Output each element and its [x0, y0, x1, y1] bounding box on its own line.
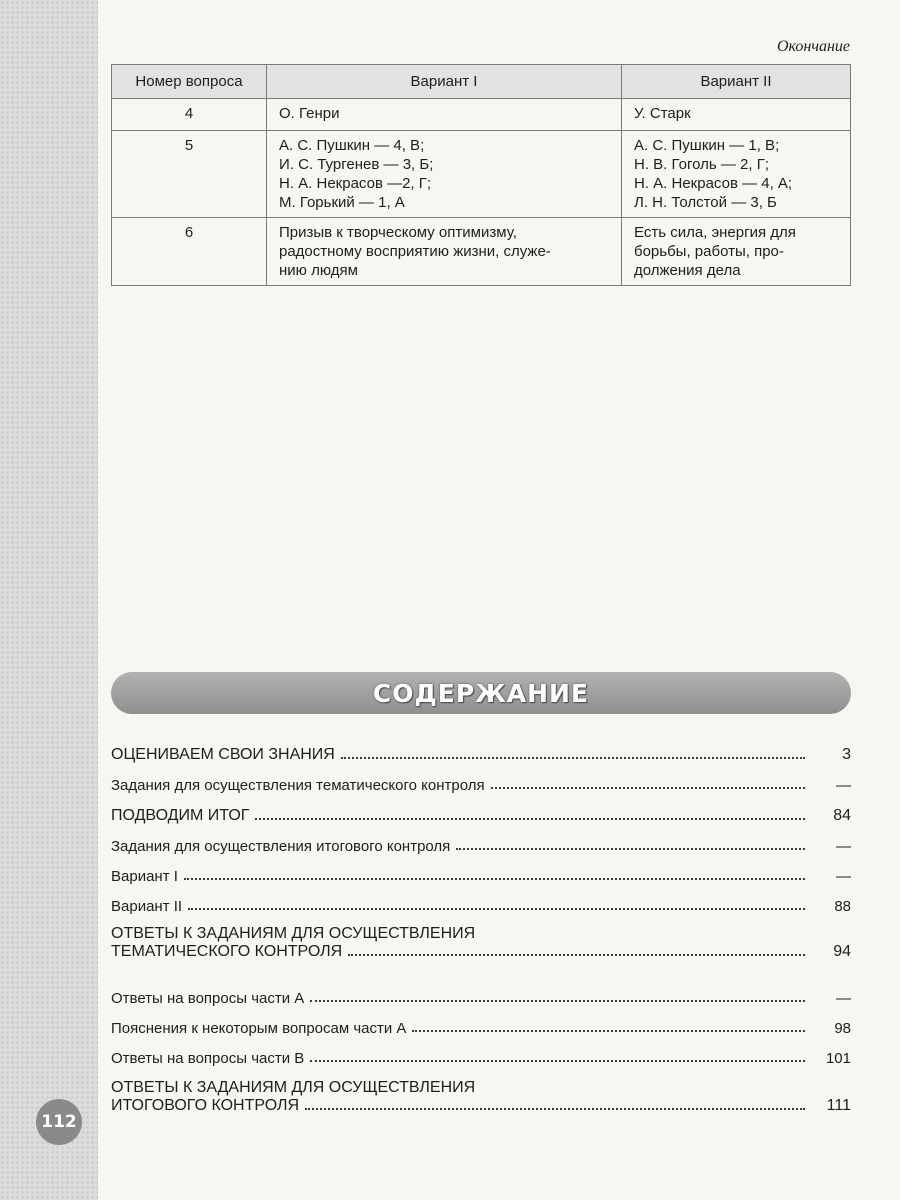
- toc-entry-page: 111: [826, 1097, 851, 1114]
- toc-entry-title-line1: ОТВЕТЫ К ЗАДАНИЯМ ДЛЯ ОСУЩЕСТВЛЕНИЯ: [111, 925, 476, 942]
- variant-1-answer: [267, 218, 622, 286]
- toc-entry-page: —: [836, 990, 851, 1007]
- toc-entry-title: ОЦЕНИВАЕМ СВОИ ЗНАНИЯ: [111, 746, 335, 763]
- toc-leader-dots: [255, 818, 805, 820]
- toc-entry[interactable]: [111, 855, 851, 885]
- answer-line: Есть сила, энергия для: [634, 224, 796, 241]
- contents-banner: [111, 672, 851, 714]
- page-number-badge: [36, 1099, 82, 1145]
- toc-entry-title: Пояснения к некоторым вопросам части А: [111, 1020, 407, 1037]
- toc-entry-page: 94: [833, 943, 851, 960]
- table-header-row: [112, 65, 851, 99]
- toc-entry-page: —: [836, 777, 851, 794]
- toc-entry-title: ПОДВОДИМ ИТОГ: [111, 807, 250, 824]
- toc-entry[interactable]: [111, 764, 851, 794]
- answer-line: нию людям: [279, 262, 358, 279]
- toc-leader-dots: [456, 848, 805, 850]
- toc-leader-dots: [412, 1030, 805, 1032]
- variant-2-answer: [622, 218, 851, 286]
- answer-line: радостному восприятию жизни, служе-: [279, 243, 551, 260]
- question-number: 5: [112, 131, 267, 218]
- answers-table: [111, 64, 851, 286]
- toc-entry[interactable]: [111, 885, 851, 915]
- toc-entry-page: —: [836, 868, 851, 885]
- answer-line: борьбы, работы, про-: [634, 243, 784, 260]
- answer-line: Н. А. Некрасов —2, Г;: [279, 175, 432, 192]
- toc-entry[interactable]: [111, 915, 851, 977]
- header-variant-1: Вариант I: [267, 65, 622, 99]
- toc-leader-dots: [341, 757, 805, 759]
- toc-entry-title-line2: ИТОГОВОГО КОНТРОЛЯ: [111, 1097, 300, 1114]
- question-number: 4: [112, 99, 267, 131]
- table-row: [112, 99, 851, 131]
- toc-entry-title: Вариант I: [111, 868, 178, 885]
- toc-leader-dots: [188, 908, 805, 910]
- answer-line: Н. А. Некрасов — 4, А;: [634, 175, 793, 192]
- answer-line: Призыв к творческому оптимизму,: [279, 224, 517, 241]
- toc-entry-title: Ответы на вопросы части А: [111, 990, 305, 1007]
- toc-entry[interactable]: [111, 1007, 851, 1037]
- toc-entry-page: —: [836, 838, 851, 855]
- page-number: 112: [41, 1112, 77, 1132]
- toc-entry-title: Вариант II: [111, 898, 183, 915]
- toc-leader-dots: [310, 1060, 805, 1062]
- table-of-contents: [111, 734, 851, 1129]
- toc-entry-page: 3: [842, 746, 851, 763]
- variant-2-answer: [622, 131, 851, 218]
- toc-entry-title: Задания для осуществления тематического контроля: [111, 777, 485, 794]
- variant-1-answer: [267, 99, 622, 131]
- toc-leader-dots: [348, 954, 805, 956]
- answer-line: А. С. Пушкин — 4, В;: [279, 137, 425, 154]
- toc-leader-dots: [491, 787, 805, 789]
- answer-line: Л. Н. Толстой — 3, Б: [634, 194, 777, 211]
- header-question-number: Номер вопроса: [112, 65, 267, 99]
- question-number: 6: [112, 218, 267, 286]
- toc-entry-page: 88: [834, 898, 851, 915]
- toc-leader-dots: [305, 1108, 805, 1110]
- toc-entry[interactable]: [111, 794, 851, 825]
- contents-title: СОДЕРЖАНИЕ: [372, 678, 590, 708]
- toc-entry-title: Задания для осуществления итогового контроля: [111, 838, 451, 855]
- answer-line: М. Горький — 1, А: [279, 194, 405, 211]
- answer-line: И. С. Тургенев — 3, Б;: [279, 156, 434, 173]
- toc-entry[interactable]: [111, 825, 851, 855]
- toc-entry[interactable]: [111, 977, 851, 1007]
- toc-entry-page: 84: [833, 807, 851, 824]
- toc-entry-page: 98: [834, 1020, 851, 1037]
- toc-entry-title: Ответы на вопросы части В: [111, 1050, 305, 1067]
- toc-entry-page: 101: [825, 1050, 851, 1067]
- toc-entry[interactable]: [111, 1067, 851, 1129]
- table-row: [112, 131, 851, 218]
- toc-entry-title-line1: ОТВЕТЫ К ЗАДАНИЯМ ДЛЯ ОСУЩЕСТВЛЕНИЯ: [111, 1079, 476, 1096]
- answer-line: Н. В. Гоголь — 2, Г;: [634, 156, 769, 173]
- variant-2-answer: [622, 99, 851, 131]
- answer-line: должения дела: [634, 262, 741, 279]
- answer-line: А. С. Пушкин — 1, В;: [634, 137, 780, 154]
- table-caption: Окончание: [776, 38, 850, 55]
- page-edge-strip: [0, 0, 98, 1200]
- answer-line: У. Старк: [634, 105, 691, 122]
- header-variant-2: Вариант II: [622, 65, 851, 99]
- toc-leader-dots: [184, 878, 805, 880]
- toc-leader-dots: [310, 1000, 805, 1002]
- answer-line: О. Генри: [279, 105, 340, 122]
- table-row: [112, 218, 851, 286]
- toc-entry[interactable]: [111, 1037, 851, 1067]
- toc-entry[interactable]: [111, 734, 851, 764]
- toc-entry-title-line2: ТЕМАТИЧЕСКОГО КОНТРОЛЯ: [111, 943, 343, 960]
- variant-1-answer: [267, 131, 622, 218]
